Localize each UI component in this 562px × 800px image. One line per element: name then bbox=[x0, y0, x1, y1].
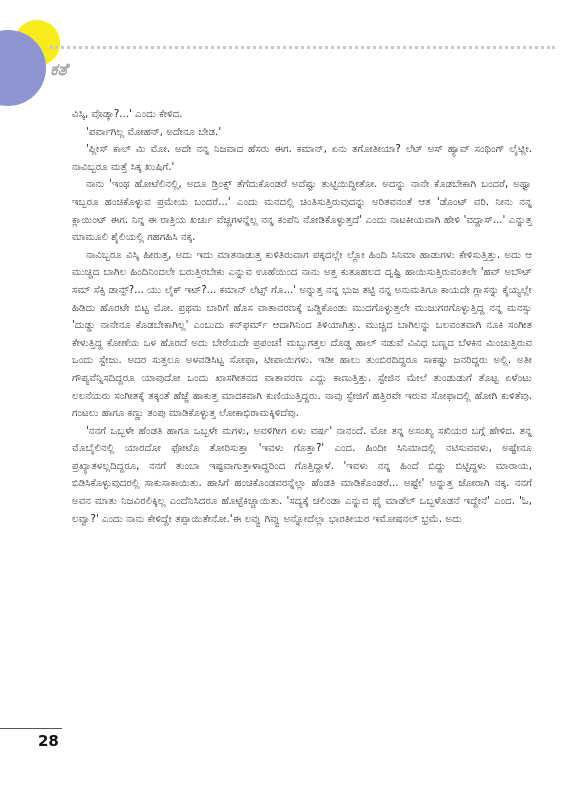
paragraph: ನಾವಿಬ್ಬರೂ ವಿಸ್ಕಿ ಹೀರುತ್ತ, ಅದು ಇದು ಮಾತನಾಡುತ್ತ ಕುಳಿತಿರುವಾಗ ಪಕ್ಕದಲ್ಲೇ ಲ್ಲೋ ಹಿಂದಿ ಸಿನಿಮಾ ಹಾಡುಗಳು ಕೇಳಿಸುತ್ತಿತ್ತು. ಅದು ಆ ಮುಚ್ಚಿದ ಬಾಗಿಲ ಹಿಂದಿನಿಂದಲೇ ಬರುತ್ತಿರಬೇಕು ಎನ್ನುವ ಊಹೆಯಿಂದ ನಾನು ಅತ್ತ ಕುತೂಹಲದ ದೃಷ್ಟಿ ಹಾಯಿಸುತ್ತಿರುವಂತಲೇ 'ಹವ್ ಅಬೌಟ್ ಸಮ್ ಸೆಕ್ಸಿ ಡಾನ್ಸ್?... ಯು ಲೈಕ್ ಇಟ್?... ಕಮಾನ್ ಲೆಟ್ಸ್ ಗೊ...' ಅನ್ನುತ್ತ ನನ್ನ ಭುಜ ತಟ್ಟಿ ನನ್ನ ಅನುಮತಿಗೂ ಕಾಯದೇ ಗ್ಲಾಸನ್ನು ಕೈಯ್ಯಲ್ಲೇ ಹಿಡಿದು ಹೊರಟೇ ಬಿಟ್ಟ ಮೋ. ಪ್ರಥಮ ಬಾರಿಗೆ ಹೊಸ ವಾತಾವರಣಕ್ಕೆ ಒಡ್ಡಿಕೊಂಡು ಮುದಗೊಳ್ಳುತ್ತಲೇ ಮುಜುಗರಗೊಳ್ಳುತ್ತಿದ್ದ ನನ್ನ ಮನಸ್ಸು 'ದುಡ್ಡು ನಾನೇನೂ ಕೊಡಬೇಕಾಗಿಲ್ಲ' ಎಂಬುದು ಕನ್‌ಫರ್ಮ್ ಆದಾಗಿನಿಂದ ತಿಳಿಯಾಗಿತ್ತು. ಮುಚ್ಚಿದ ಬಾಗಿಲನ್ನು ಬಲವಂತವಾಗಿ ನೂಕಿ ಸಂಗೀತ ಕೇಳುತ್ತಿದ್ದ ಕೋಣೆಯ ಒಳ ಹೊರದೆ ಅದು ಬೇರೆಯದೇ ಪ್ರಪಂಚ! ಮಬ್ಬುಗತ್ತಲ ದೊಡ್ಡ ಹಾಲ್ ನಡುವೆ ವಿವಿಧ ಬಣ್ಣದ ಬೆಳಕಿನ ಮಿಂಚುತ್ತಿರುವ ಒಂದು ಸ್ಟೇಜು. ಅದರ ಸುತ್ತಲೂ ಅಳವಡಿಸಿಟ್ಟ ಸೋಫಾ, ಟೀಪಾಯಿಗಳು. ಇಡೀ ಹಾಲು ತುಂಬಿರದಿದ್ದರೂ ಸಾಕಷ್ಟು ಜನರಿದ್ದರು ಅಲ್ಲಿ. ಅತೀ ಗೌಪ್ಯವೆನ್ನಿಸದಿದ್ದರೂ ಯಾವುದೋ ಒಂದು ಖಾಸಗೀತನದ ವಾತಾವರಣ ಎದ್ದು ಕಾಣುತ್ತಿತ್ತು. ಸ್ಟೇಜಿನ ಮೇಲೆ ತುಂಡುಡುಗೆ ತೊಟ್ಟ ಏಳೆಂಟು ಲಲನೆಯರು ಸಂಗೀತಕ್ಕೆ ತಕ್ಕಂತೆ ಹೆಜ್ಜೆ ಹಾಕುತ್ತ ಮಾದಕವಾಗಿ ಕುಣಿಯುತ್ತಿದ್ದರು. ನಾವು ಸ್ಟೇಜಿಗೆ ಹತ್ತಿರವೇ ಇರುವ ಸೋಫಾದಲ್ಲಿ ಹೋಗಿ ಕುಳಿತೆವು. ಗಂಟಲು ಹಾಗೂ ಕಣ್ಣು ತಂಪು ಮಾಡಿಕೊಳ್ಳುತ್ತ ಲೋಕಾಭಿರಾಮಕ್ಕಿಳಿದೆವು. bbox=[72, 249, 532, 420]
paragraph: ನಾನು 'ಇಂಥ ಹೋಟೆಲಿನಲ್ಲಿ, ಅದೂ ಡ್ರಿಂಕ್ಸ್ ತೆಗೆದುಕೊಂಡರೆ ಅದೆಷ್ಟು ತುಟ್ಟಿಯಿದ್ದೀತೋ. ಅದನ್ನು ನಾನೇ ಕೊಡಬೇಕಾಗಿ ಬಂದರೆ, ಅಥ್ವಾ ಇಬ್ಬರೂ ಹಂಚಿಕೊಳ್ಳುವ ಪ್ರಮೇಯ ಬಂದರೆ...' ಎಂದು ಮನದಲ್ಲಿ ಚಿಂತಿಸುತ್ತಿರುವುದನ್ನು ಅರಿತವನಂತೆ ಆತ 'ಡೊಂಟ್ ವರಿ. ನೀನು ನನ್ನ ಕ್ಲಾಯಿಂಟ್ ಈಗ. ನಿನ್ನ ಈ ರಾತ್ರಿಯ ಖರ್ಚು ವೆಚ್ಚಗಳನ್ನೆಲ್ಲ ನನ್ನ ಕಂಪೆನಿ ನೋಡಿಕೊಳ್ಳುತ್ತದೆ' ಎಂದು ನಾಟಕೀಯವಾಗಿ ಹೇಳಿ 'ವದ್ದಾಸ್...' ಎನ್ನುತ್ತ ಮಾಮೂಲಿ ಶೈಲಿಯಲ್ಲಿ ಗಹಗಹಿಸಿ ನಕ್ಕ. bbox=[72, 179, 532, 244]
header-dotted-rule bbox=[50, 46, 555, 49]
page-number: 28 bbox=[38, 732, 59, 750]
paragraph: ವಿಸ್ಕಿ, ವೊಡ್ಕಾ?...' ಎಂದು ಕೇಳಿದ. bbox=[72, 109, 183, 120]
paragraph: 'ಪರ್ವಾಗಿಲ್ಲ ಮೋಹನ್, ಅದೇನೂ ಬೇಡ.' bbox=[86, 126, 222, 138]
paragraph: 'ಪ್ಲೀಸ್ ಕಾಲ್ ಮಿ ಮೋ. ಅದೇ ನನ್ನ ನಿಜವಾದ ಹೆಸರು ಈಗ. ಕಮಾನ್, ಏನು ತಗೋತೀಯಾ? ಲೆಟ್ ಅಸ್ ಹ್ಯಾವ್ ಸಂಥಿಂಗ್ ಲೈಟ್ಲೀ. ನಾವಿಬ್ಬರೂ ಮತ್ತೆ ಸಿಕ್ಕ ಖುಷಿಗೆ.' bbox=[72, 144, 532, 173]
paragraph: 'ನನಗೆ ಒಬ್ಬಳೇ ಹೆಂಡತಿ ಹಾಗೂ ಒಬ್ಬಳೇ ಮಗಳು, ಅವಳಿಗೀಗ ಏಳು ವರ್ಷ' ನಾನಂದೆ. ಮೋ ತನ್ನ ಅಸಂಖ್ಯ ಸಖಿಯರ ಬಗ್ಗೆ ಹೇಳಿದ. ತನ್ನ ಮೊಬೈಲಿನಲ್ಲಿ ಯಾರದೋ ಫೋಟೊ ತೋರಿಸುತ್ತಾ 'ಇವಳು ಗೊತ್ತಾ?' ಎಂದ. ಹಿಂದೀ ಸಿನಿಮಾದಲ್ಲಿ ನಟಿಸುವವಳು, ಅಷ್ಟೇನೂ ಪ್ರಖ್ಯಾತಳಲ್ಲದಿದ್ದರೂ, ನನಗೆ ತುಂಬಾ ಇಷ್ಟವಾಗುತ್ತಾಳಾದ್ದರಿಂದ ಗೊತ್ತಿದ್ದಾಳೆ. 'ಇವಳು ನನ್ನ ಹಿಂದೆ ಬಿದ್ದು ಬಿಟ್ಟಿದ್ದಳು ಮಾರಾಯ, ಬಿಡಿಸಿಕೊಳ್ಳುವುದರಲ್ಲಿ ಸಾಕುಸಾಕಾಯಿತು. ಹಾಸಿಗೆ ಹಂಚಿಕೊಂಡವರನ್ನೆಲ್ಲಾ ಹೆಂಡತಿ ಮಾಡಿಕೊಂಡರೆ... ಅಷ್ಟೇ' ಅನ್ನುತ್ತ ಜೋರಾಗಿ ನಕ್ಕ. ನನಗೆ ಅವನ ಮಾತು ನಿಜವಿರಲಿಕ್ಕಿಲ್ಲ ಎಂದೆನಿಸಿದರೂ ಹೊಟ್ಟೆಕಿಚ್ಚಾಯಿತು. 'ಸದ್ಯಕ್ಕೆ ಚಲಿಂಡಾ ಎನ್ನುವ ಥೈ ಮಾಡೆಲ್ ಒಬ್ಬಳೊಡನೆ ಇದ್ದೇನೆ' ಎಂದ. 'ಓ, ಲವ್ವಾ?' ಎಂದು ನಾನು ಕೇಳಿದ್ದೇ ತಪ್ಪಾಯಿತೇನೋ.'ಈ ಲವ್ವು ಗಿವ್ವು ಅನ್ನೋದೆಲ್ಲಾ ಭಾರತೀಯರ ಇಮೋಷನಲ್ ಭ್ರಮೆ. ಅದು bbox=[72, 425, 532, 525]
footer-rule bbox=[0, 728, 62, 729]
story-body bbox=[72, 106, 532, 528]
section-label: ಕತೆ bbox=[50, 60, 68, 80]
